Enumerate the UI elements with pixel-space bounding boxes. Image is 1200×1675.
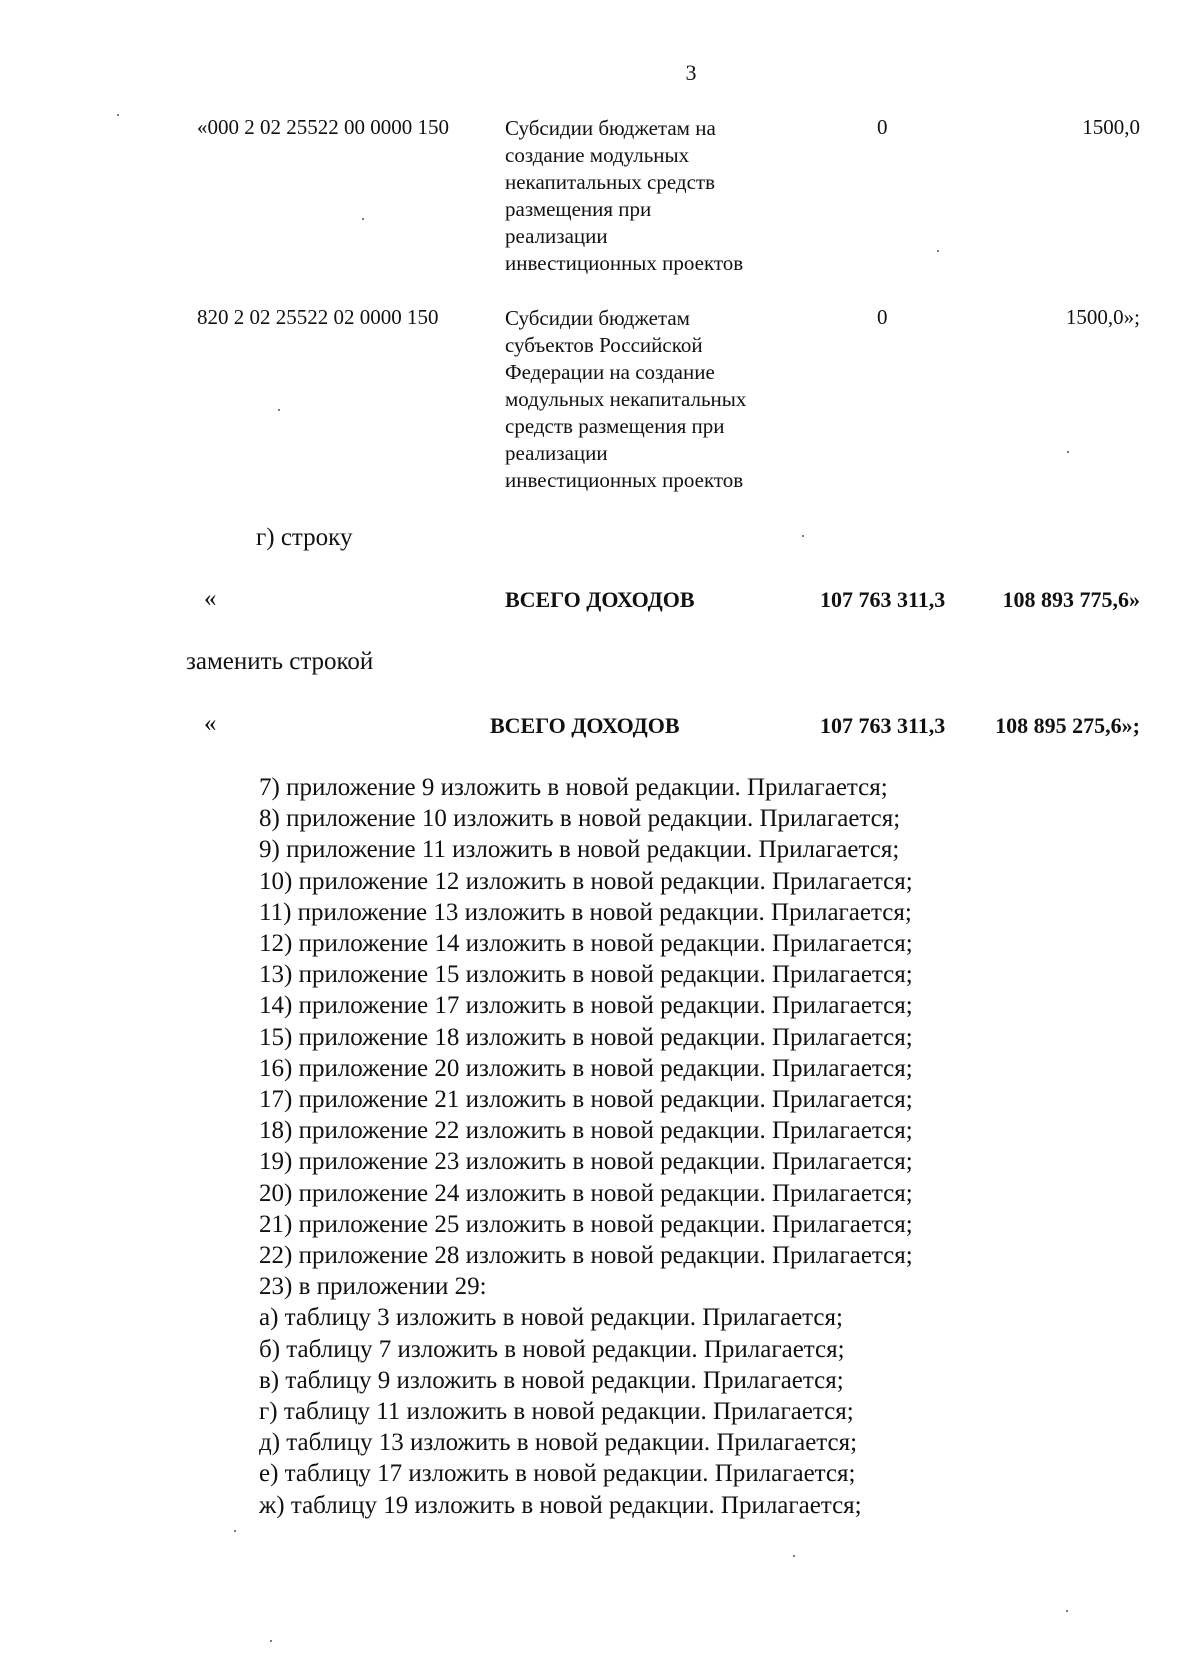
list-item: 7) приложение 9 изложить в новой редакции. Прилагается; [259,774,888,801]
line-g: г) строку [256,524,353,551]
replace-text: заменить строкой [186,648,374,675]
row-code: «000 2 02 25522 00 0000 150 [197,115,449,139]
list-item: 13) приложение 15 изложить в новой редакции. Прилагается; [259,961,913,989]
scan-speck [793,1555,795,1557]
list-item: д) таблицу 13 изложить в новой редакции. Прилагается; [259,1429,858,1457]
page-number: 3 [685,60,697,85]
list-item: 11) приложение 13 изложить в новой редакции. Прилагается; [259,898,912,926]
list-item: 9) приложение 11 изложить в новой редакции. Прилагается; [259,836,900,864]
description-line: Субсидии бюджетам [505,306,690,330]
list-item: 23) в приложении 29: [259,1273,487,1301]
list-item: 10) приложение 12 изложить в новой редакции. Прилагается; [259,867,913,895]
row-value-2: 1500,0 [1082,115,1140,139]
list-item: 22) приложение 28 изложить в новой редакции. Прилагается; [259,1242,913,1270]
list-item: а) таблицу 3 изложить в новой редакции. Прилагается; [259,1304,843,1332]
scan-speck [1067,451,1069,453]
row-value-2: 1500,0»; [1065,305,1140,329]
description-line: инвестиционных проектов [505,468,744,492]
description-line: создание модульных [505,143,690,167]
row-code: 820 2 02 25522 02 0000 150 [197,305,439,329]
description-line: Федерации на создание [505,360,715,384]
scan-speck [802,535,804,537]
list-item: г) таблицу 11 изложить в новой редакции. Прилагается; [259,1398,854,1426]
scan-speck [278,409,280,411]
description-line: инвестиционных проектов [505,251,744,275]
list-item: 20) приложение 24 изложить в новой редакции. Прилагается; [259,1179,913,1207]
list-item: ж) таблицу 19 изложить в новой редакции. Прилагается; [259,1491,862,1519]
row-description [505,115,805,277]
list-item: 19) приложение 23 изложить в новой редакции. Прилагается; [259,1148,913,1176]
amendment-list [259,772,913,1521]
total-value-2: 108 895 275,6»; [995,713,1140,738]
list-item: 8) приложение 10 изложить в новой редакции. Прилагается; [259,805,901,833]
list-item: 16) приложение 20 изложить в новой редакции. Прилагается; [259,1054,913,1082]
scan-speck [117,114,119,116]
row-description [505,305,805,494]
row-value-1: 0 [877,305,888,329]
open-quote: « [204,710,217,737]
list-item: 18) приложение 22 изложить в новой редакции. Прилагается; [259,1117,913,1145]
scan-speck [1066,1610,1068,1612]
description-line: реализации [505,224,608,248]
list-item: 21) приложение 25 изложить в новой редакции. Прилагается; [259,1210,913,1238]
list-item: е) таблицу 17 изложить в новой редакции. Прилагается; [259,1460,856,1488]
total-value-1: 107 763 311,3 [820,587,946,612]
description-line: реализации [505,441,608,465]
open-quote: « [204,585,217,612]
scan-speck [362,218,364,220]
list-item: 14) приложение 17 изложить в новой редакции. Прилагается; [259,992,913,1020]
total-value-2: 108 893 775,6» [1002,587,1140,612]
list-item: 12) приложение 14 изложить в новой редакции. Прилагается; [259,930,913,958]
list-item: б) таблицу 7 изложить в новой редакции. Прилагается; [259,1335,845,1363]
row-value-1: 0 [877,115,888,139]
list-item: 15) приложение 18 изложить в новой редакции. Прилагается; [259,1023,913,1051]
list-item: в) таблицу 9 изложить в новой редакции. Прилагается; [259,1366,844,1394]
total-label: ВСЕГО ДОХОДОВ [490,713,680,738]
description-line: средств размещения при [505,414,725,438]
description-line: субъектов Российской [505,333,703,357]
description-line: Субсидии бюджетам на [505,116,716,140]
scan-speck [270,1640,272,1642]
description-line: некапитальных средств [505,170,716,194]
description-line: размещения при [505,197,652,221]
scan-speck [937,250,939,252]
scan-speck [234,1530,236,1532]
description-line: модульных некапитальных [505,387,747,411]
list-item: 17) приложение 21 изложить в новой редакции. Прилагается; [259,1086,913,1114]
total-value-1: 107 763 311,3 [820,713,946,738]
total-label: ВСЕГО ДОХОДОВ [505,587,695,612]
